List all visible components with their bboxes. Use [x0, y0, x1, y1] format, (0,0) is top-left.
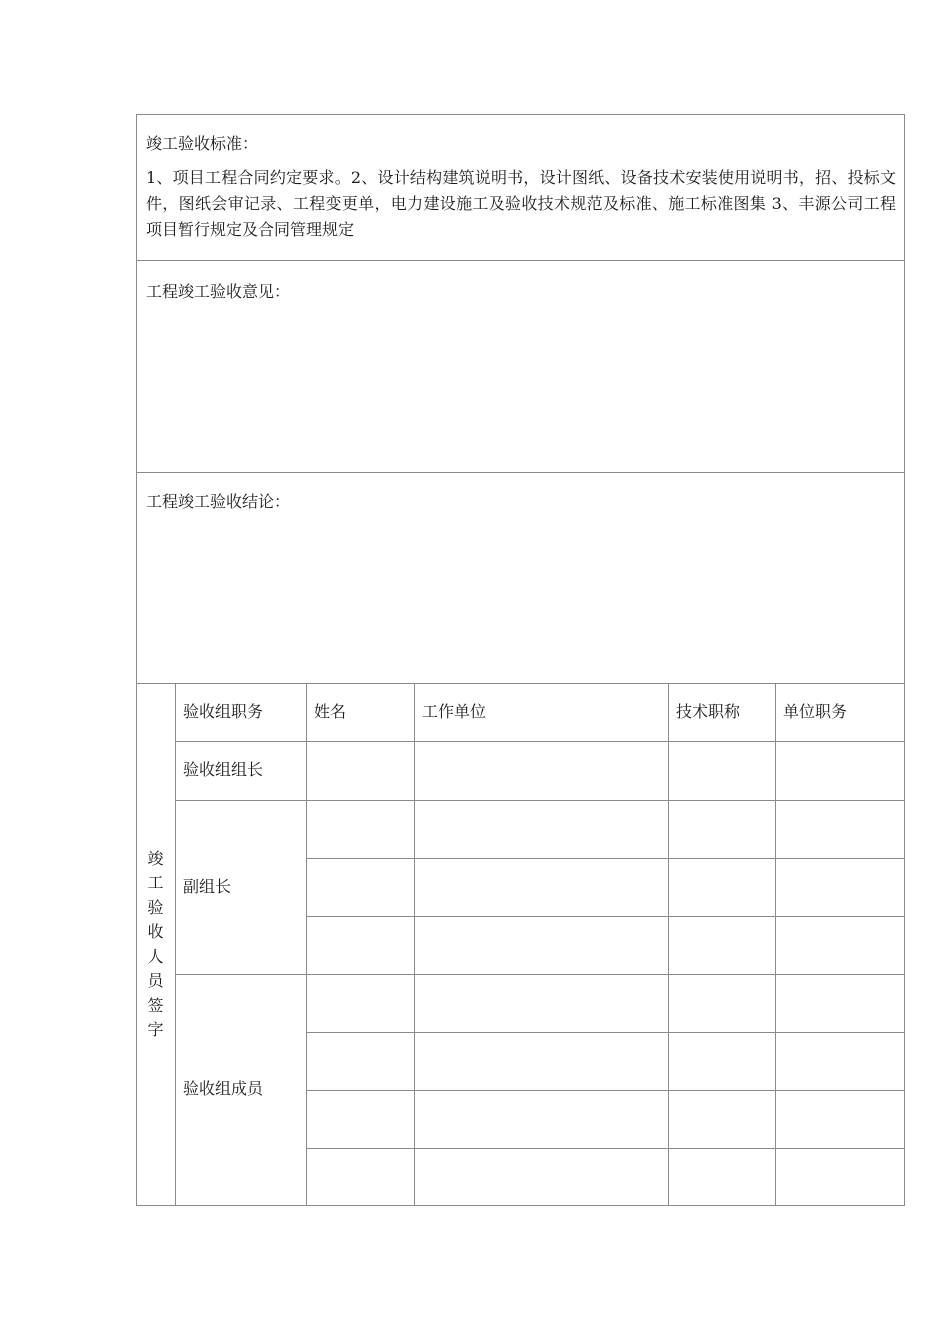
column-header: 验收组职务	[183, 702, 264, 721]
acceptance-standard-title: 竣工验收标准：	[146, 134, 259, 153]
signature-input-cell[interactable]	[415, 801, 668, 858]
side-label-char: 字	[147, 1020, 164, 1039]
signature-input-cell[interactable]	[307, 1149, 414, 1205]
acceptance-conclusion-title: 工程竣工验收结论：	[146, 492, 291, 511]
side-label-char: 人	[147, 946, 164, 966]
signature-input-cell[interactable]	[776, 742, 904, 800]
role-label-member: 验收组成员	[183, 1079, 264, 1098]
signature-input-cell[interactable]	[776, 917, 904, 974]
signature-input-cell[interactable]	[415, 859, 668, 916]
signature-input-cell[interactable]	[776, 859, 904, 916]
signature-input-cell[interactable]	[776, 975, 904, 1032]
acceptance-form	[136, 114, 905, 1206]
side-label-char: 收	[147, 922, 164, 941]
signature-input-cell[interactable]	[307, 742, 414, 800]
side-label-char: 工	[147, 873, 164, 892]
signature-input-cell[interactable]	[415, 917, 668, 974]
signature-input-cell[interactable]	[307, 859, 414, 916]
column-header: 工作单位	[422, 702, 487, 721]
signature-input-cell[interactable]	[669, 917, 775, 974]
acceptance-opinion-title: 工程竣工验收意见：	[146, 282, 291, 301]
column-header: 单位职务	[783, 702, 848, 721]
signature-input-cell[interactable]	[669, 801, 775, 858]
signature-input-cell[interactable]	[669, 1091, 775, 1148]
signature-input-cell[interactable]	[776, 1091, 904, 1148]
signature-input-cell[interactable]	[307, 801, 414, 858]
signature-input-cell[interactable]	[415, 1091, 668, 1148]
signature-input-cell[interactable]	[307, 1091, 414, 1148]
signature-input-cell[interactable]	[307, 975, 414, 1032]
side-label-char: 员	[147, 971, 164, 990]
signature-input-cell[interactable]	[669, 975, 775, 1032]
signature-input-cell[interactable]	[776, 1033, 904, 1090]
signature-input-cell[interactable]	[776, 1149, 904, 1205]
signature-input-cell[interactable]	[776, 801, 904, 858]
signature-input-cell[interactable]	[669, 1149, 775, 1205]
signature-side-label	[137, 684, 174, 1205]
acceptance-conclusion-section[interactable]	[137, 473, 904, 684]
signature-input-cell[interactable]	[415, 742, 668, 800]
signature-input-cell[interactable]	[307, 917, 414, 974]
signature-input-cell[interactable]	[669, 742, 775, 800]
side-label-char: 验	[147, 897, 164, 917]
signature-input-cell[interactable]	[307, 1033, 414, 1090]
signature-input-cell[interactable]	[415, 975, 668, 1032]
signature-input-cell[interactable]	[415, 1033, 668, 1090]
role-label-deputy: 副组长	[183, 877, 232, 896]
side-label-char: 竣	[147, 848, 164, 868]
side-label-char: 签	[147, 995, 164, 1015]
column-header: 技术职称	[676, 702, 741, 721]
signature-input-cell[interactable]	[669, 1033, 775, 1090]
column-header: 姓名	[314, 702, 347, 721]
acceptance-standard-section	[137, 115, 904, 261]
acceptance-standard-body: 1、项目工程合同约定要求。2、设计结构建筑说明书，设计图纸、设备技术安装使用说明书，招、投标文件，图纸会审记录、工程变更单，电力建设施工及验收技术规范及标准、施工标准图集 3、丰源公司工程项目暂行规定及合同管理规定	[146, 168, 896, 239]
acceptance-opinion-section[interactable]	[137, 261, 904, 473]
signature-input-cell[interactable]	[415, 1149, 668, 1205]
grid-divider-vertical	[175, 684, 176, 1205]
signature-input-cell[interactable]	[669, 859, 775, 916]
signature-table	[137, 684, 904, 1205]
role-label-leader: 验收组组长	[183, 760, 264, 779]
